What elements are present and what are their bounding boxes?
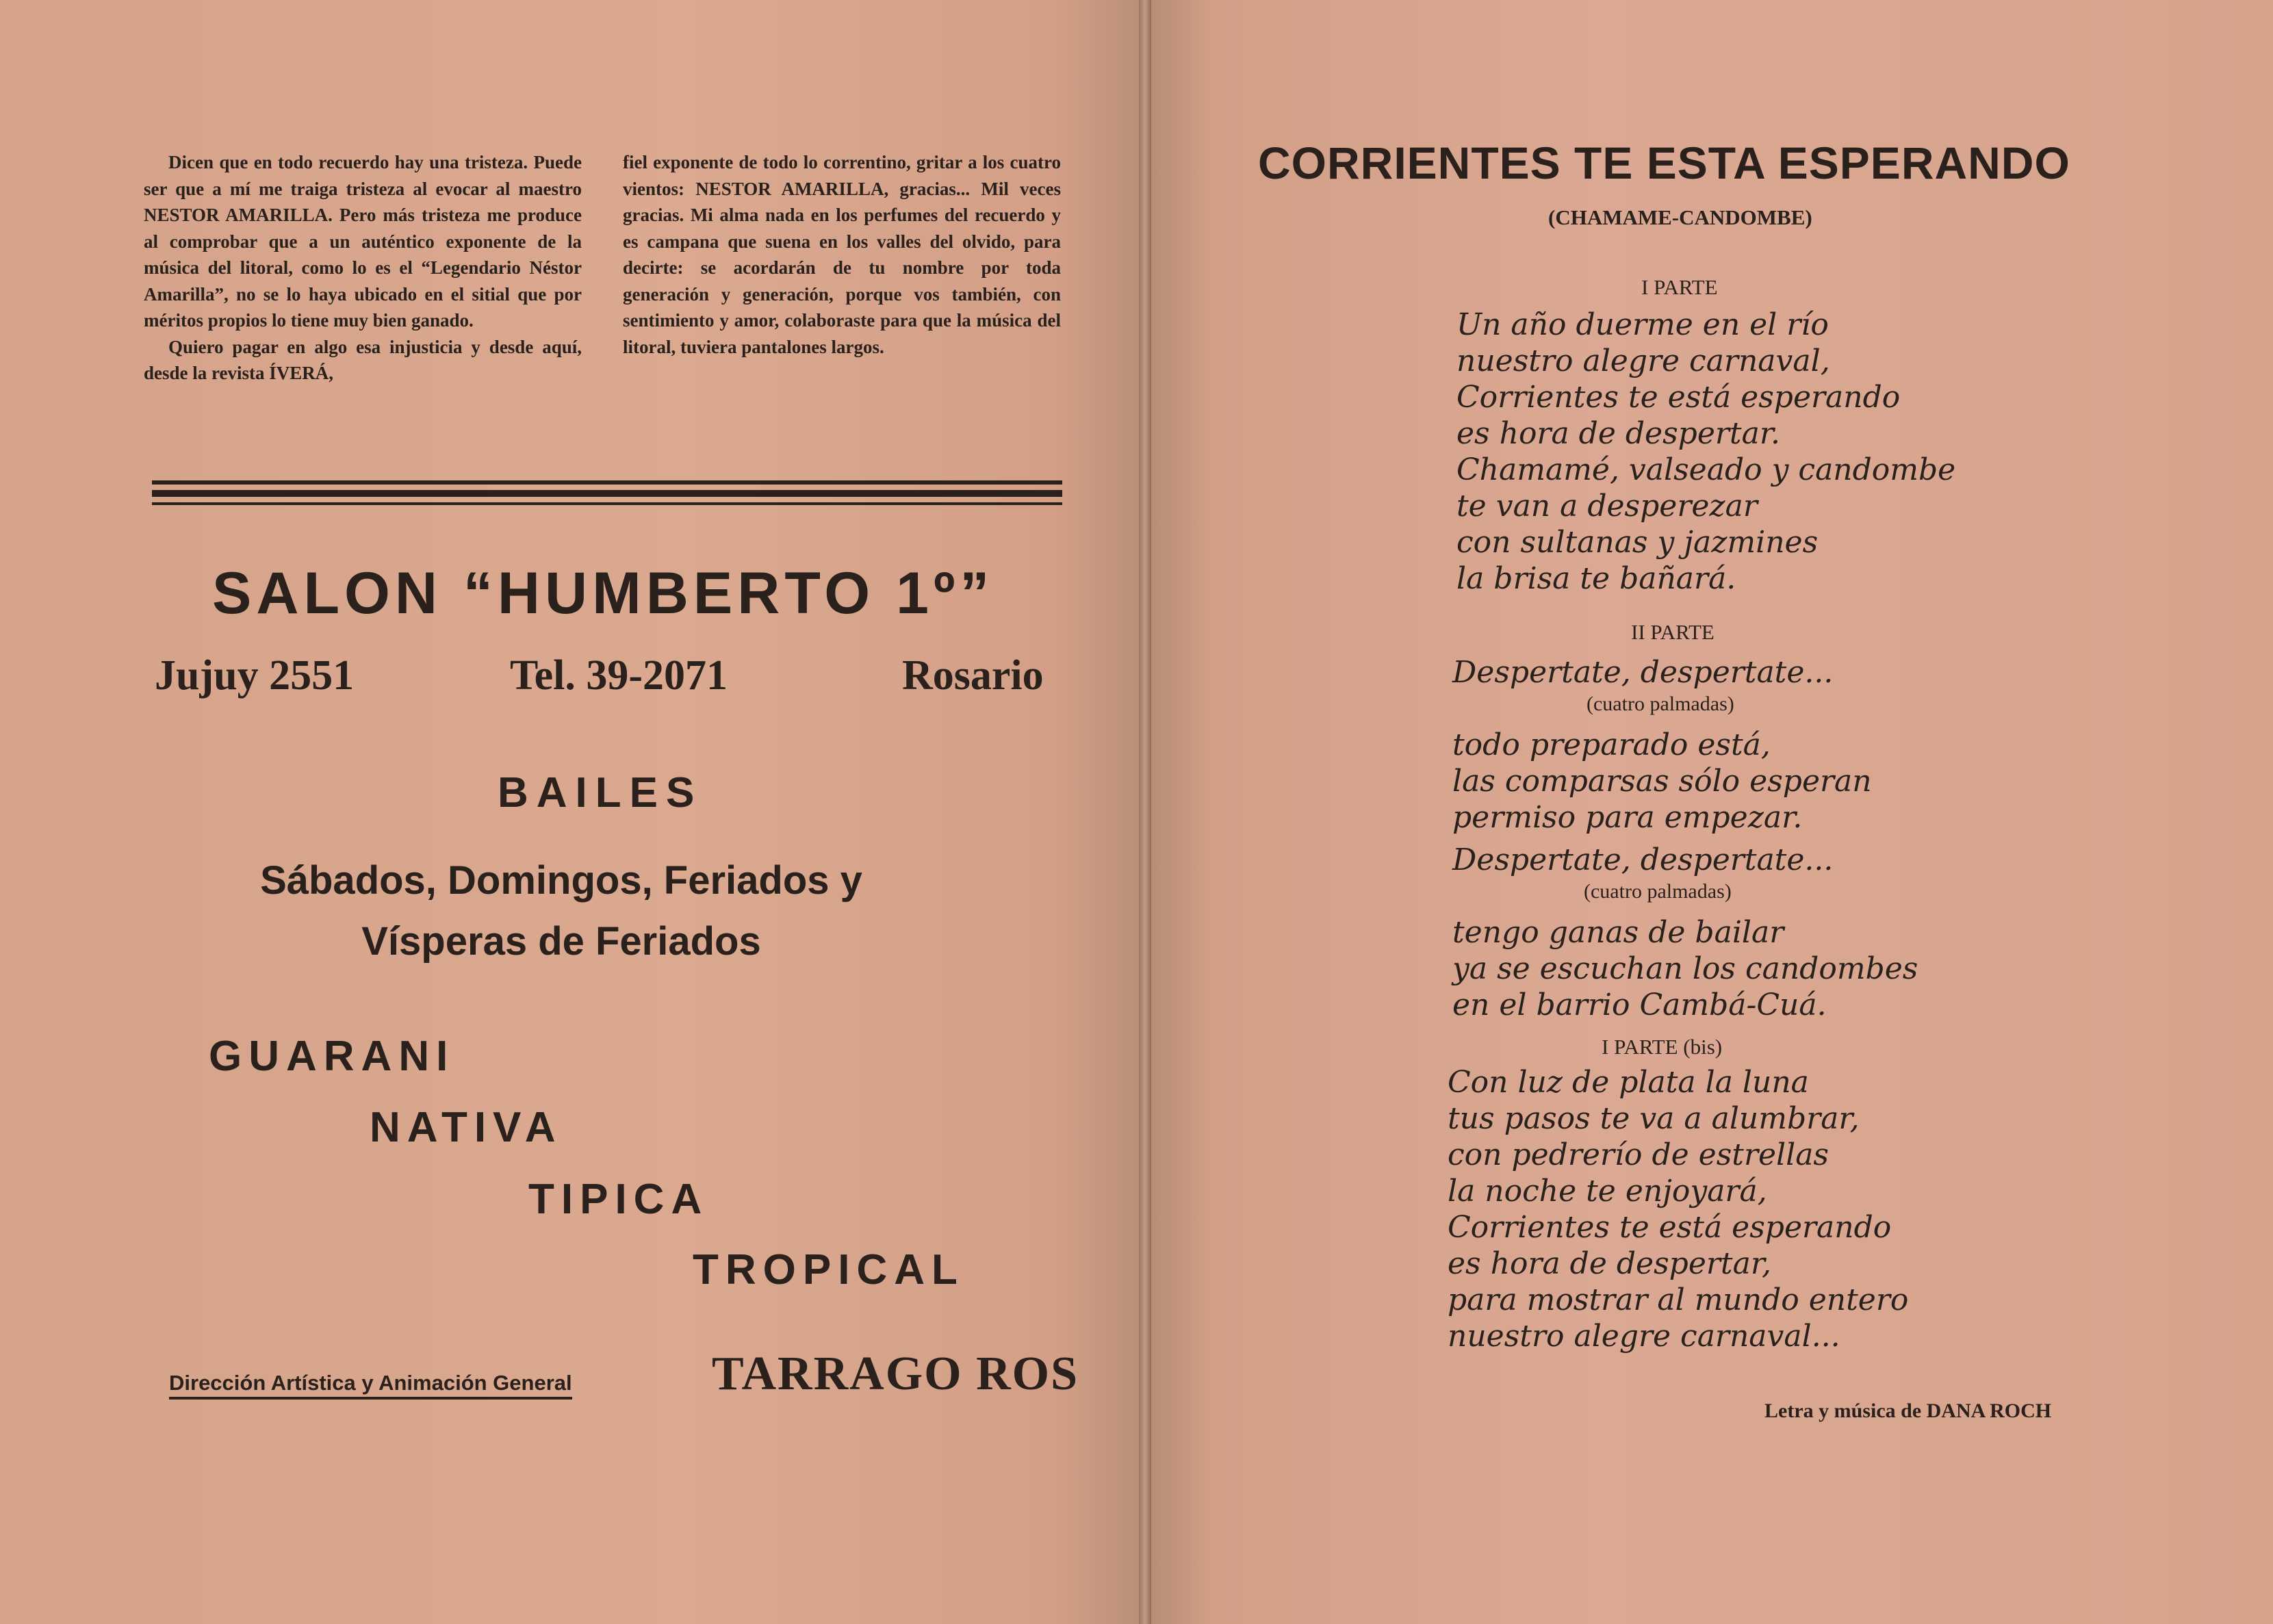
address-street: Jujuy 2551: [155, 652, 355, 699]
verse-line: es hora de despertar,: [1448, 1246, 1771, 1281]
direction-label: Dirección Artística y Animación General: [169, 1371, 572, 1400]
verse-line: Con luz de plata la luna: [1448, 1065, 1809, 1100]
intro-column-2: [623, 149, 1061, 387]
salon-name: SALON “HUMBERTO 1º”: [212, 560, 994, 626]
verse-line: te van a desperezar: [1456, 489, 1758, 524]
book-spine: [1139, 0, 1151, 1624]
verse-line: Un año duerme en el río: [1456, 307, 1829, 342]
genre-nativa: NATIVA: [370, 1104, 563, 1151]
verse-line: Despertate, despertate...: [1452, 655, 1834, 690]
song-credit: Letra y música de DANA ROCH: [1764, 1400, 2052, 1422]
verse-line: con pedrerío de estrellas: [1448, 1137, 1829, 1172]
divider-rule: [152, 502, 1062, 505]
address-telephone: Tel. 39-2071: [510, 652, 728, 699]
bailes-heading: BAILES: [498, 769, 703, 816]
genre-guarani: GUARANI: [209, 1033, 455, 1080]
divider-rule: [152, 490, 1062, 497]
verse-line: la noche te enjoyará,: [1448, 1174, 1767, 1209]
days-line-2: Vísperas de Feriados: [361, 919, 761, 964]
verse-line: todo preparado está,: [1452, 727, 1771, 762]
song-subtitle: (CHAMAME-CANDOMBE): [1548, 205, 1812, 229]
intro-paragraph-2: Quiero pagar en algo esa injusticia y desde aquí, desde la revista ÍVERÁ,: [144, 336, 582, 383]
director-name: TARRAGO ROS: [712, 1348, 1079, 1400]
address-city: Rosario: [902, 652, 1044, 699]
clap-note: (cuatro palmadas): [1584, 880, 1732, 903]
verse-line: Despertate, despertate...: [1452, 842, 1834, 877]
part-1-label: I PARTE: [1641, 275, 1718, 299]
divider-rule: [152, 480, 1062, 485]
intro-paragraph-1: Dicen que en todo recuerdo hay una tristeza. Puede ser que a mí me traiga tristeza al evocar al maestro NESTOR AMARILLA. Pero más tristeza me produce al comprobar que a un auténtico exponente de la música del litoral, como lo es el “Legendario Néstor Amarilla”, no se lo haya ubicado en el sitial que por méritos propios lo tiene muy bien ganado.: [144, 152, 582, 331]
verse-part-3: [1448, 1064, 1908, 1354]
verse-line: la brisa te bañará.: [1456, 561, 1736, 596]
intro-text: [144, 149, 1061, 387]
verse-line: con sultanas y jazmines: [1456, 525, 1819, 560]
verse-line: tengo ganas de bailar: [1452, 915, 1784, 950]
verse-line: en el barrio Cambá-Cuá.: [1452, 988, 1827, 1022]
verse-line: Corrientes te está esperando: [1456, 380, 1901, 415]
song-title: CORRIENTES TE ESTA ESPERANDO: [1258, 138, 2070, 188]
verse-part-2a: [1452, 654, 1872, 836]
verse-line: Corrientes te está esperando: [1448, 1210, 1892, 1245]
intro-paragraph-3: fiel exponente de todo lo correntino, gritar a los cuatro vientos: NESTOR AMARILLA, gracias... Mil veces gracias. Mi alma nada en los perfumes del recuerdo y es campana que suena en los valles del olvido, para decirte: se acordarán de tu nombre por toda generación y generación, porque vos también, con sentimiento y amor, colaboraste para que la música del litoral, tuviera pantalones largos.: [623, 152, 1061, 357]
verse-line: ya se escuchan los candombes: [1452, 951, 1918, 986]
intro-column-1: [144, 149, 582, 387]
verse-part-1: [1456, 307, 1955, 597]
genre-tipica: TIPICA: [528, 1176, 709, 1223]
verse-part-2b: [1452, 842, 1918, 1023]
clap-note: (cuatro palmadas): [1587, 693, 1734, 715]
verse-line: nuestro alegre carnaval,: [1456, 344, 1830, 378]
verse-line: las comparsas sólo esperan: [1452, 764, 1872, 799]
verse-line: permiso para empezar.: [1452, 800, 1803, 835]
part-3-label: I PARTE (bis): [1602, 1035, 1723, 1059]
days-line-1: Sábados, Domingos, Feriados y: [260, 858, 862, 903]
verse-line: para mostrar al mundo entero: [1448, 1283, 1909, 1317]
verse-line: nuestro alegre carnaval...: [1448, 1319, 1840, 1354]
verse-line: tus pasos te va a alumbrar,: [1448, 1101, 1860, 1136]
verse-line: es hora de despertar.: [1456, 416, 1780, 451]
verse-line: Chamamé, valseado y candombe: [1456, 452, 1956, 487]
genre-tropical: TROPICAL: [693, 1246, 964, 1293]
part-2-label: II PARTE: [1631, 620, 1715, 644]
